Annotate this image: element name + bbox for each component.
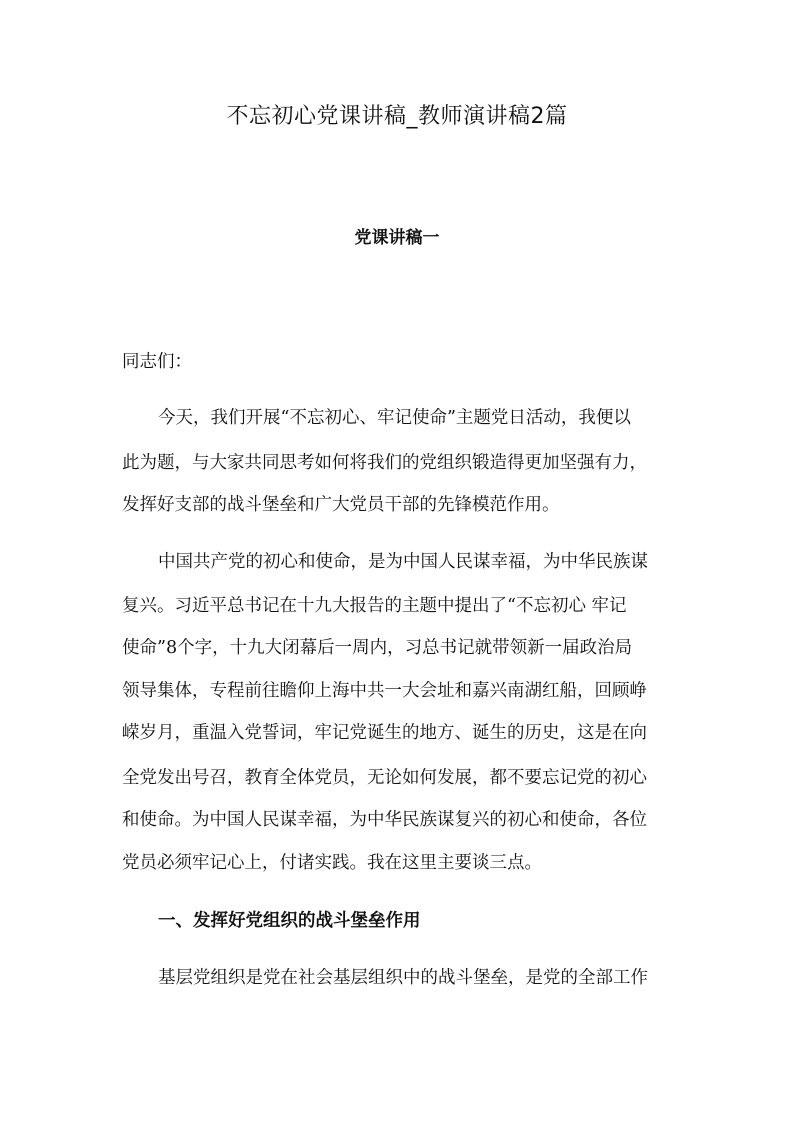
numbered-heading: 一、发挥好党组织的战斗堡垒作用: [158, 911, 421, 931]
paragraph-2-line-1: 中国共产党的初心和使命，是为中国人民谋幸福，为中华民族谋: [158, 552, 648, 572]
paragraph-3-line-1: 基层党组织是党在社会基层组织中的战斗堡垒，是党的全部工作: [158, 968, 648, 988]
paragraph-2-line-8: 党员必须牢记心上，付诸实践。我在这里主要谈三点。: [122, 853, 542, 873]
paragraph-2-line-6: 全党发出号召，教育全体党员，无论如何发展，都不要忘记党的初心: [122, 768, 647, 788]
salutation: 同志们：: [122, 352, 192, 372]
paragraph-2-line-4: 领导集体，专程前往瞻仰上海中共一大会址和嘉兴南湖红船，回顾峥: [122, 681, 647, 701]
paragraph-2-line-2: 复兴。习近平总书记在十九大报告的主题中提出了“不忘初心 牢记: [122, 596, 627, 616]
paragraph-2-line-3: 使命”8个字，十九大闭幕后一周内，习总书记就带领新一届政治局: [122, 638, 633, 658]
paragraph-1-line-2: 此为题，与大家共同思考如何将我们的党组织锻造得更加坚强有力，: [122, 453, 647, 473]
paragraph-1-line-1: 今天，我们开展“不忘初心、牢记使命”主题党日活动，我便以: [158, 408, 631, 428]
document-title: 不忘初心党课讲稿_教师演讲稿2篇: [226, 104, 568, 129]
paragraph-1-line-3: 发挥好支部的战斗堡垒和广大党员干部的先锋模范作用。: [122, 495, 560, 515]
paragraph-2-line-7: 和使命。为中国人民谋幸福，为中华民族谋复兴的初心和使命，各位: [122, 810, 647, 830]
paragraph-2-line-5: 嵘岁月，重温入党誓词，牢记党诞生的地方、诞生的历史，这是在向: [122, 723, 647, 743]
section-title: 党课讲稿一: [354, 228, 440, 248]
